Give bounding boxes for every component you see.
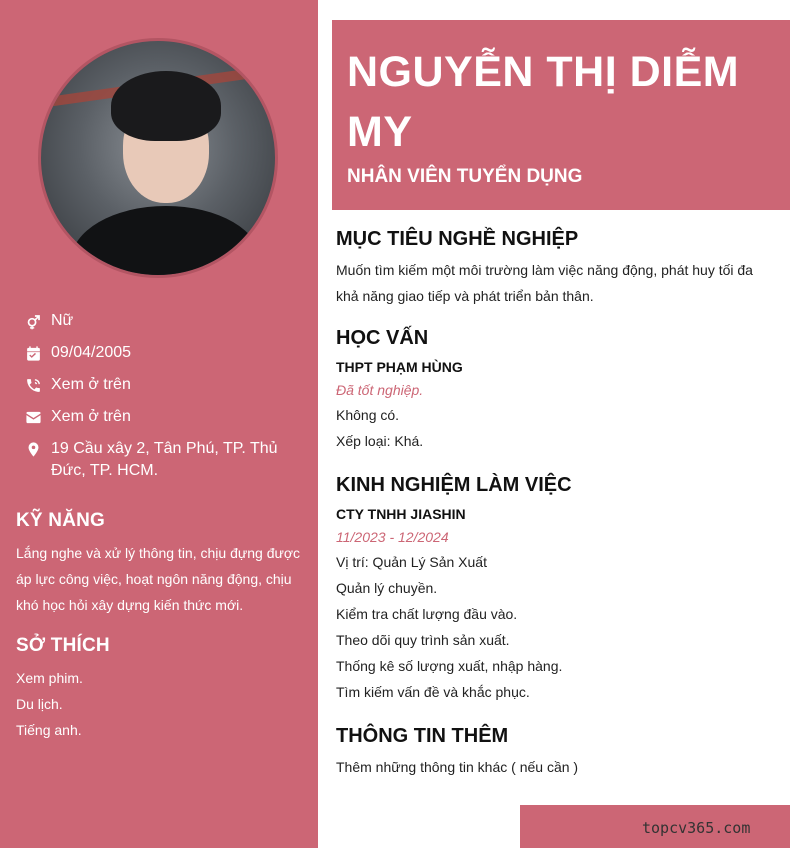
contact-list <box>24 310 304 492</box>
experience-line: Tìm kiếm vấn đề và khắc phục. <box>336 684 530 700</box>
watermark: topcv365.com <box>642 819 751 837</box>
location-icon <box>24 438 42 460</box>
additional-title: THÔNG TIN THÊM <box>336 725 509 747</box>
education-section <box>336 327 776 454</box>
job-title: NHÂN VIÊN TUYỂN DỤNG <box>347 166 583 187</box>
skills-text: Lắng nghe và xử lý thông tin, chịu đựng được áp lực công việc, hoạt ngôn năng động, chịu khó học hỏi xây dựng kiến thức mới. <box>16 545 301 613</box>
skills-section <box>16 510 306 618</box>
calendar-icon <box>24 342 42 364</box>
contact-gender <box>24 310 304 332</box>
objective-title: MỤC TIÊU NGHỀ NGHIỆP <box>336 228 579 250</box>
school-name: THPT PHẠM HÙNG <box>336 359 463 375</box>
skills-title: KỸ NĂNG <box>16 510 106 531</box>
education-line: Không có. <box>336 407 400 423</box>
experience-line: Vị trí: Quản Lý Sản Xuất <box>336 554 487 570</box>
footer-bar <box>520 805 790 848</box>
additional-section <box>336 725 776 780</box>
hobby-item: Tiếng anh. <box>16 722 82 738</box>
contact-email <box>24 406 304 428</box>
contact-birthday-text: 09/04/2005 <box>51 344 132 361</box>
full-name: NGUYỄN THỊ DIỄM MY <box>347 48 740 156</box>
hobbies-section <box>16 635 306 743</box>
objective-text: Muốn tìm kiếm một môi trường làm việc năng động, phát huy tối đa khả năng giao tiếp và phát triển bản thân. <box>336 262 753 304</box>
experience-line: Quản lý chuyền. <box>336 580 438 596</box>
hobby-item: Xem phim. <box>16 670 83 686</box>
hobbies-title: SỞ THÍCH <box>16 635 110 656</box>
phone-icon <box>24 374 42 396</box>
contact-address <box>24 438 304 482</box>
contact-email-text: Xem ở trên <box>51 408 131 425</box>
objective-section <box>336 228 776 309</box>
education-line: Xếp loại: Khá. <box>336 433 424 449</box>
company-name: CTY TNHH JIASHIN <box>336 506 466 522</box>
experience-line: Thống kê số lượng xuất, nhập hàng. <box>336 658 563 674</box>
avatar <box>38 38 278 278</box>
contact-phone <box>24 374 304 396</box>
additional-text: Thêm những thông tin khác ( nếu cần ) <box>336 759 579 775</box>
experience-period: 11/2023 - 12/2024 <box>336 529 449 545</box>
education-status: Đã tốt nghiệp. <box>336 382 424 398</box>
experience-title: KINH NGHIỆM LÀM VIỆC <box>336 474 572 496</box>
contact-address-text: 19 Cầu xây 2, Tân Phú, TP. Thủ Đức, TP. HCM. <box>51 440 278 479</box>
contact-birthday <box>24 342 304 364</box>
contact-gender-text: Nữ <box>51 312 74 329</box>
hobby-item: Du lịch. <box>16 696 63 712</box>
experience-section <box>336 474 776 705</box>
experience-line: Kiểm tra chất lượng đầu vào. <box>336 606 518 622</box>
cv-header <box>332 20 790 210</box>
contact-phone-text: Xem ở trên <box>51 376 131 393</box>
gender-icon <box>24 310 42 332</box>
email-icon <box>24 406 42 428</box>
education-title: HỌC VẤN <box>336 327 429 349</box>
sidebar <box>0 0 318 848</box>
experience-line: Theo dõi quy trình sản xuất. <box>336 632 510 648</box>
